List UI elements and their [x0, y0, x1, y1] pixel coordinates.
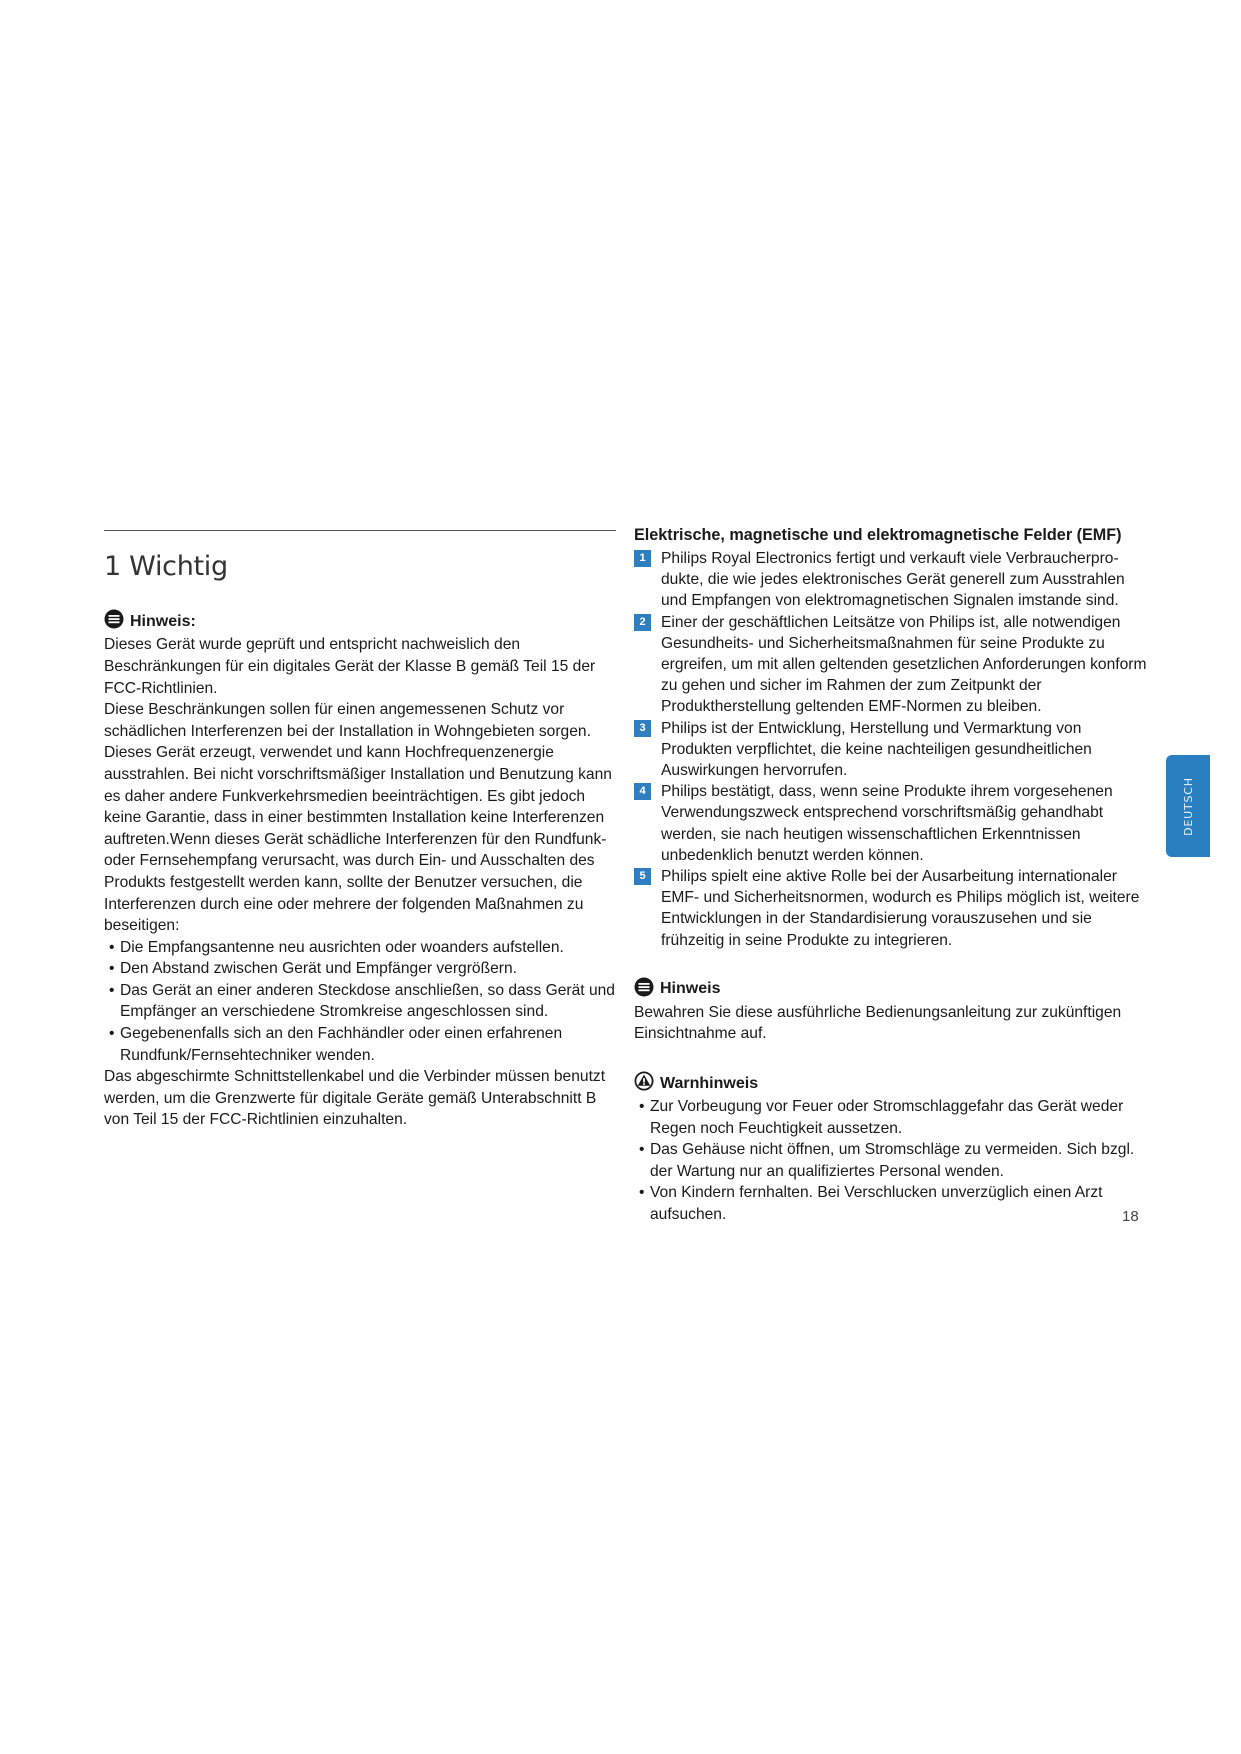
keep-note-header [634, 977, 1152, 1002]
fcc-note-label: Hinweis: [130, 612, 196, 630]
list-item: • Von Kindern fernhalten. Bei Verschlucken unverzüglich einen Arzt aufsuchen. [634, 1182, 1152, 1225]
warning-label: Warnhinweis [660, 1074, 759, 1092]
list-item: • Den Abstand zwischen Gerät und Empfänger vergrößern. [104, 958, 616, 980]
page-number: 18 [1122, 1208, 1139, 1225]
fcc-closing: Das abgeschirmte Schnittstellenkabel und die Verbinder müssen benutzt werden, um die Grenzwerte für digitale Geräte gemäß Unterabschnitt B von Teil 15 der FCC-Richtlinien einzuhalten. [104, 1068, 606, 1129]
fcc-note-body [104, 634, 616, 1131]
list-item-text: Philips ist der Entwicklung, Herstellung und Vermarktung von Produkten verpflichtet, die keine nachteiligen gesundheitlichen Auswirkungen hervorrufen. [661, 719, 1092, 780]
list-item [634, 781, 1152, 866]
language-tab-label: DEUTSCH [1181, 776, 1195, 836]
keep-note-label: Hinweis [660, 980, 721, 998]
list-item: • Das Gehäuse nicht öffnen, um Stromschläge zu vermeiden. Sich bzgl. der Wartung nur an qualifiziertes Personal wenden. [634, 1139, 1152, 1182]
fcc-paragraph: Diese Beschränkungen sollen für einen angemessenen Schutz vor schädlichen Interferenzen bei der Installation in Wohngebieten sorgen. Dieses Gerät erzeugt, verwendet und kann Hochfrequenzenergie ausstrahlen. Bei nicht vorschriftsmäßiger Installation und Benutzung kann es daher andere Funkverkehrsmedien beeinträchtigen. Es gibt jedoch keine Garantie, dass in einer bestimmten Installation keine Interferenzen auftreten.Wenn dieses Gerät schädliche Interferenzen für den Rundfunk- oder Fernsehempfang verursacht, was durch Ein- und Ausschalten des Produkts festgestellt werden kann, sollte der Benutzer versuchen, die Interferenzen durch eine oder mehrere der folgenden Maßnahmen zu beseitigen: [104, 701, 612, 935]
list-item: • Die Empfangsantenne neu ausrichten oder woanders aufstellen. [104, 937, 616, 959]
list-item-text: Philips Royal Electronics fertigt und verkauft viele Verbraucherpro-dukte, die wie jedes elektronisches Gerät generell zum Ausstrahlen und Empfangen von elektromagnetischen Signalen imstande sind. [661, 550, 1125, 610]
warning-icon [634, 1071, 654, 1096]
keep-note-text: Bewahren Sie diese ausführliche Bedienungsanleitung zur zukünftigen Einsichtnahme auf. [634, 1003, 1122, 1043]
list-item-text: Philips spielt eine aktive Rolle bei der Ausarbeitung internationaler EMF- und Sicherheitsnormen, wodurch es Philips möglich ist, weitere Entwicklungen in der Standardisierung vorauszusehen und sie frühzeitig in seine Produkte zu integrieren. [661, 868, 1140, 949]
list-item [634, 718, 1152, 782]
number-badge: 3 [634, 720, 651, 737]
fcc-measures-list [104, 937, 616, 1067]
list-item-text: Philips bestätigt, dass, wenn seine Produkte ihrem vorgesehenen Verwendungszweck entsprechend vorschriftsmäßig gehandhabt werden, sie nach heutigen wissenschaftlichen Erkenntnissen unbedenklich benutzt werden können. [661, 783, 1113, 864]
list-item: • Das Gerät an einer anderen Steckdose anschließen, so dass Gerät und Empfänger an verschiedene Stromkreise angeschlossen sind. [104, 980, 616, 1023]
chapter-title: 1 Wichtig [104, 551, 228, 582]
emf-title: Elektrische, magnetische und elektromagnetische Felder (EMF) [634, 526, 1122, 544]
fcc-note-header [104, 609, 616, 634]
note-icon [634, 977, 654, 1002]
note-icon [104, 609, 124, 634]
right-column [634, 525, 1152, 1226]
fcc-paragraph: Dieses Gerät wurde geprüft und entspricht nachweislich den Beschränkungen für ein digitales Gerät der Klasse B gemäß Teil 15 der FCC-Richtlinien. [104, 636, 596, 697]
emf-list [634, 548, 1152, 951]
list-item: • Gegebenenfalls sich an den Fachhändler oder einen erfahrenen Rundfunk/Fernsehtechniker wenden. [104, 1023, 616, 1066]
left-column [104, 530, 616, 1131]
list-item [634, 548, 1152, 612]
number-badge: 4 [634, 783, 651, 800]
warning-header [634, 1071, 1152, 1096]
top-rule [104, 530, 616, 531]
list-item [634, 866, 1152, 951]
number-badge: 5 [634, 868, 651, 885]
language-tab [1166, 755, 1210, 857]
number-badge: 2 [634, 614, 651, 631]
number-badge: 1 [634, 550, 651, 567]
list-item-text: Einer der geschäftlichen Leitsätze von Philips ist, alle notwendigen Gesundheits- und Sicherheitsmaßnahmen für seine Produkte zu ergreifen, um mit allen geltenden gesetzlichen Anforderungen konform zu gehen und sicher im Rahmen der zum Zeitpunkt der Produktherstellung geltenden EMF-Normen zu bleiben. [661, 613, 1147, 716]
list-item: • Zur Vorbeugung vor Feuer oder Stromschlaggefahr das Gerät weder Regen noch Feuchtigkeit aussetzen. [634, 1096, 1152, 1139]
list-item [634, 612, 1152, 718]
warning-list [634, 1096, 1152, 1226]
